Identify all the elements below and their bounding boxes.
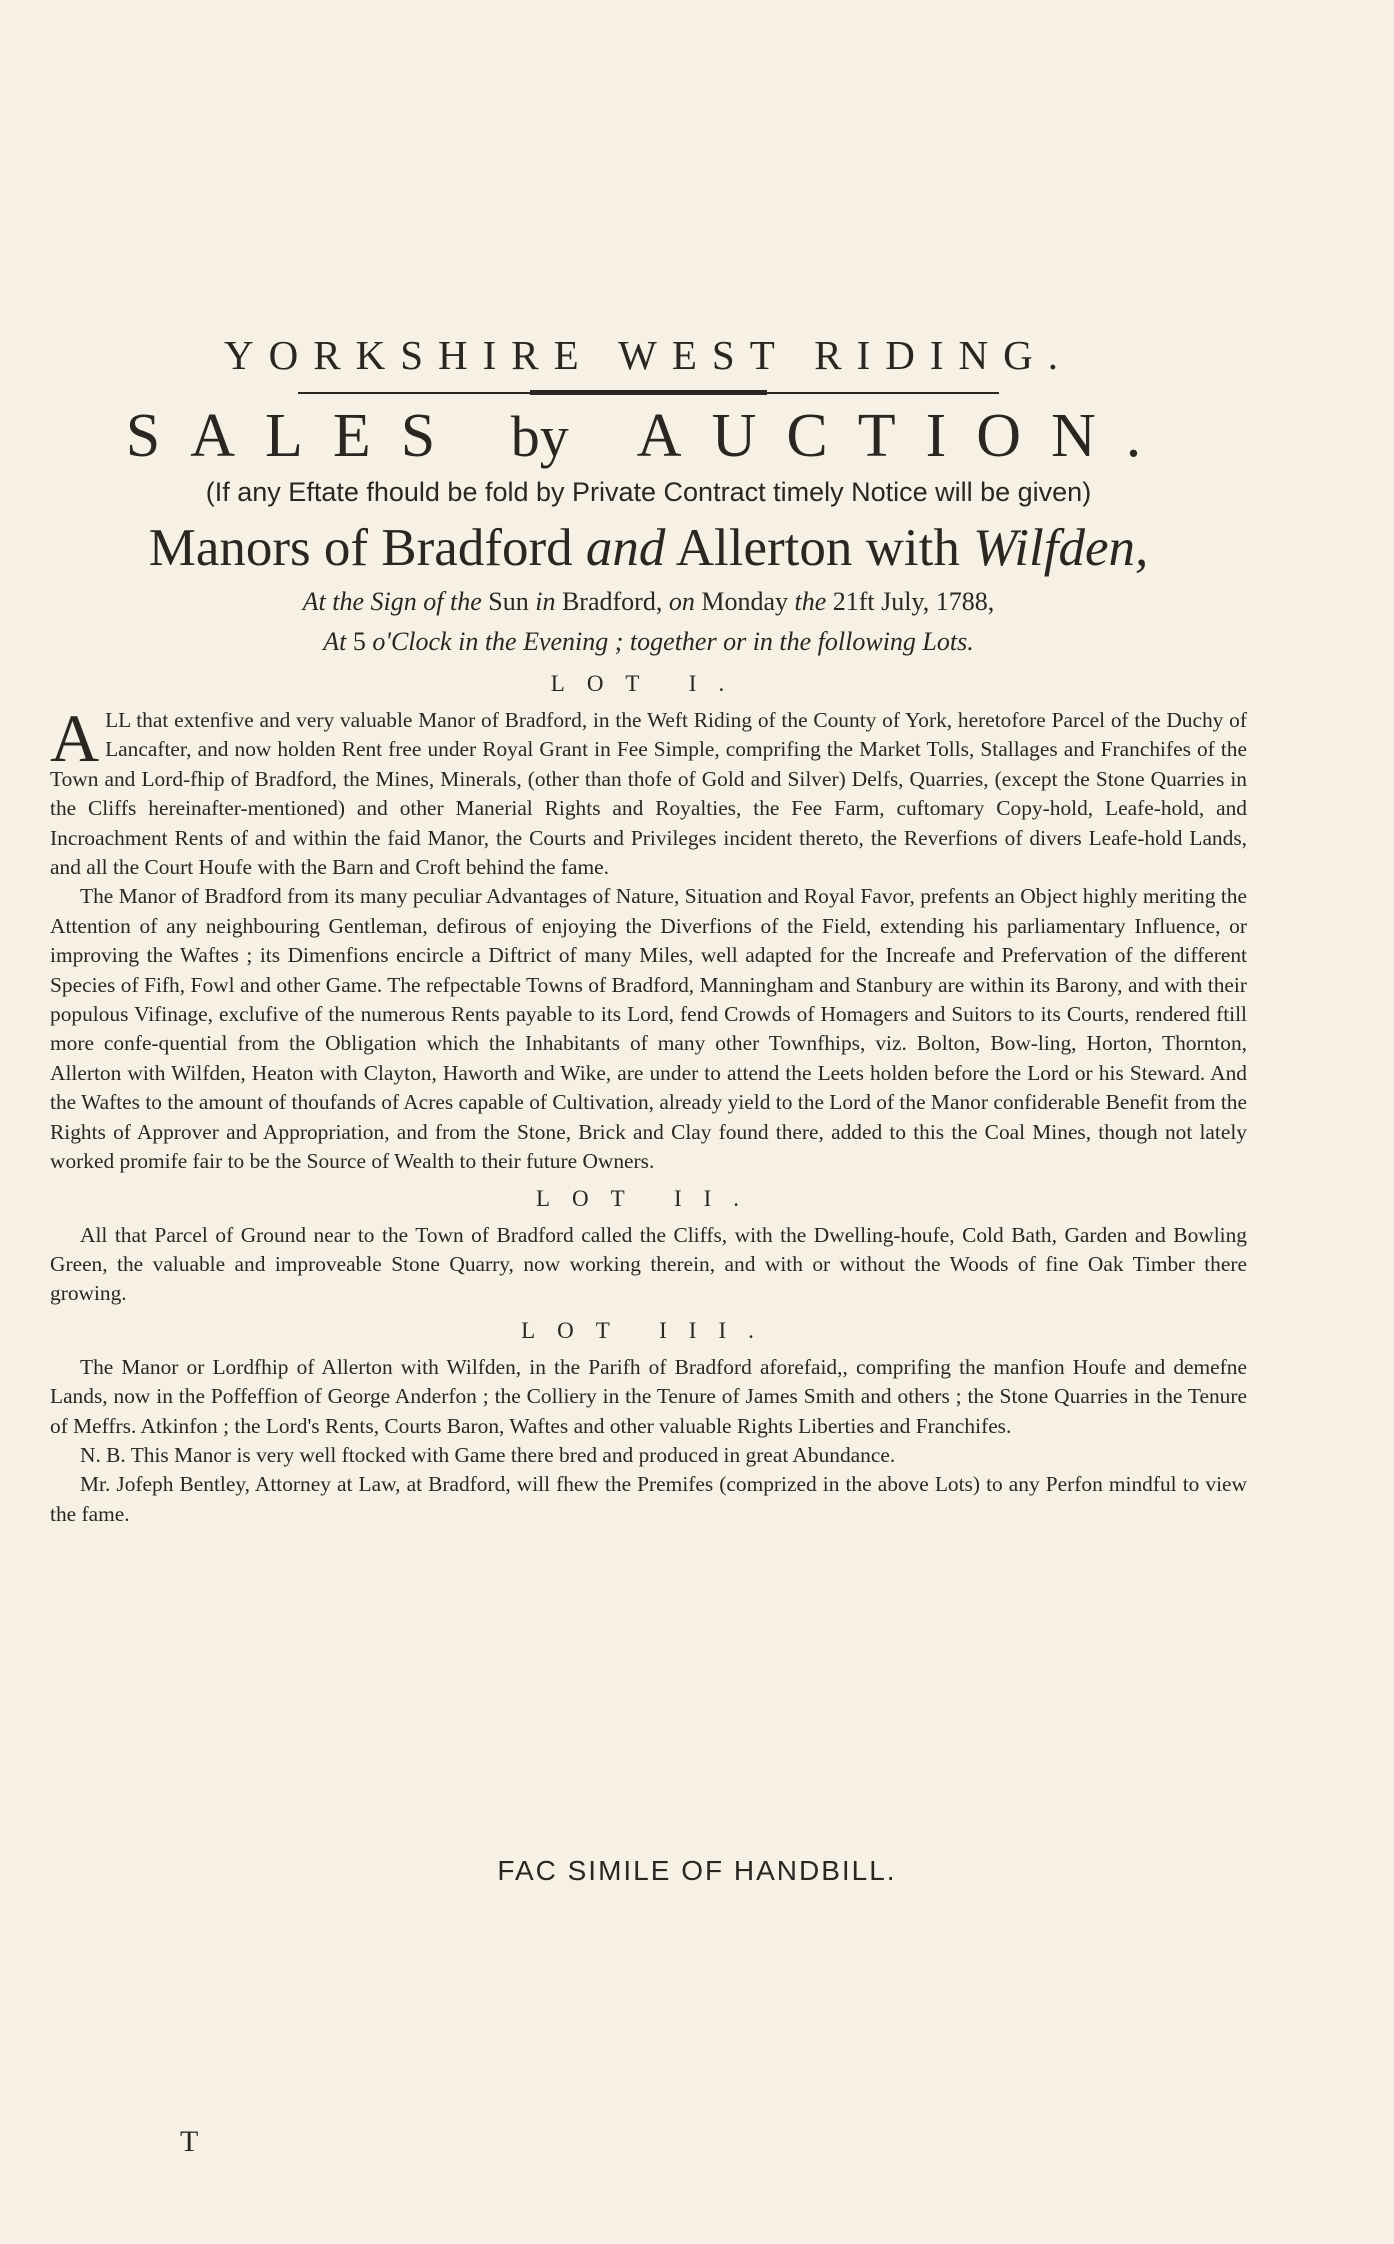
venue-text: 21ft July, 1788,: [826, 587, 995, 616]
venue-text: the: [794, 587, 827, 616]
time-line: [50, 622, 1247, 662]
lot-1-paragraph-1: [50, 700, 1247, 882]
lot-1-paragraph-2: The Manor of Bradford from its many peculiar Advantages of Nature, Situation and Royal Favor, prefents an Object highly meriting the Attention of any neighbouring Gentleman, defirous of enjoying the Diverfions of the Field, extending his parliamentary Influence, or improving the Waftes ; its Dimenfions encircle a Diftrict of many Miles, well adapted for the Increafe and Prefervation of the different Species of Fifh, Fowl and other Game. The refpectable Towns of Bradford, Manningham and Stanbury are within its Barony, and with their populous Vifinage, exclufive of the numerous Rents payable to its Lord, fend Crowds of Homagers and Suitors to its Courts, rendered ftill more confe-quential from the Obligation which the Inhabitants of many other Townfhips, viz. Bolton, Bow-ling, Horton, Thornton, Allerton with Wilfden, Heaton with Clayton, Haworth and Wike, are under to attend the Leets holden before the Lord or his Steward. And the Waftes to the amount of thoufands of Acres capable of Cultivation, already yield to the Lord of the Manor confiderable Benefit from the Rights of Approver and Appropriation, and from the Stone, Brick and Clay found there, added to this the Coal Mines, though not lately worked promife fair to be the Source of Wealth to their future Owners.: [50, 884, 1247, 1174]
facsimile-caption: FAC SIMILE OF HANDBILL.: [497, 1855, 897, 1886]
auction-word: AUCTION.: [636, 402, 1172, 470]
venue-text: Bradford,: [555, 587, 669, 616]
manors-title: [50, 514, 1247, 582]
attorney-note: Mr. Jofeph Bentley, Attorney at Law, at Bradford, will fhew the Premifes (comprized in the above Lots) to any Perfon mindful to view the fame.: [50, 1472, 1247, 1526]
drop-cap: A: [50, 700, 100, 776]
venue-text: on: [668, 587, 695, 616]
rule-thick: [530, 390, 767, 395]
manors-title-and: and: [585, 519, 666, 577]
nota-bene: N. B. This Manor is very well ftocked with Game there bred and produced in great Abundance.: [80, 1442, 896, 1467]
manors-title-part: Manors of Bradford: [148, 519, 586, 577]
venue-text: Sun: [481, 587, 536, 616]
lot-2-paragraph: All that Parcel of Ground near to the Town of Bradford called the Cliffs, with the Dwelling-houfe, Cold Bath, Garden and Bowling Green, the valuable and improveable Stone Quarry, now working therein, and with or without the Woods of fine Oak Timber there growing.: [50, 1222, 1247, 1306]
lot-1-heading: LOT I.: [550, 671, 747, 696]
sales-by-auction-heading: [50, 402, 1247, 470]
manors-title-wilsden: Wilfden,: [973, 519, 1149, 577]
manors-title-part: Allerton with: [665, 519, 974, 577]
lot-2-heading: LOT II.: [535, 1185, 762, 1211]
time-text: o'Clock in the Evening ; together or in the following Lots.: [372, 627, 974, 656]
sales-word: SALES: [125, 402, 466, 470]
venue-text: in: [535, 587, 556, 616]
venue-date-line: [50, 582, 1247, 622]
lot-3-heading: LOT III.: [521, 1317, 776, 1343]
handbill: [50, 330, 1247, 1529]
ornamental-rule: [50, 384, 1247, 400]
lot-3-paragraph: The Manor or Lordfhip of Allerton with Wilfden, in the Parifh of Bradford aforefaid,, comprifing the manfion Houfe and demefne Lands, now in the Poffeffion of George Anderfon ; the Colliery in the Tenure of James Smith and others ; the Stone Quarries in the Tenure of Meffrs. Atkinfon ; the Lord's Rents, Courts Baron, Waftes and other valuable Rights Liberties and Franchifes.: [50, 1354, 1247, 1438]
signature-mark: T: [180, 2125, 199, 2158]
lot-1-text: LL that extenfive and very valuable Manor of Bradford, in the Weft Riding of the County of York, heretofore Parcel of the Duchy of Lancafter, and now holden Rent free under Royal Grant in Fee Simple, comprifing the Market Tolls, Stallages and Franchifes of the Town and Lord-fhip of Bradford, the Mines, Minerals, (other than thofe of Gold and Silver) Delfs, Quarries, (except the Stone Quarries in the Cliffs hereinafter-mentioned) and other Manerial Rights and Royalties, the Fee Farm, cuftomary Copy-hold, Leafe-hold, and Incroachment Rents of and within the faid Manor, the Courts and Privileges incident thereto, the Reverfions of divers Leafe-hold Lands, and all the Court Houfe with the Barn and Croft behind the fame.: [50, 708, 1247, 880]
venue-text: Monday: [694, 587, 795, 616]
private-contract-notice: (If any Eftate fhould be fold by Private Contract timely Notice will be given): [205, 477, 1092, 507]
time-text: 5: [346, 627, 373, 656]
venue-text: At the Sign of the: [302, 587, 482, 616]
county-heading: YORKSHIRE WEST RIDING.: [224, 332, 1073, 378]
by-word: by: [510, 404, 569, 469]
time-text: At: [323, 627, 347, 656]
